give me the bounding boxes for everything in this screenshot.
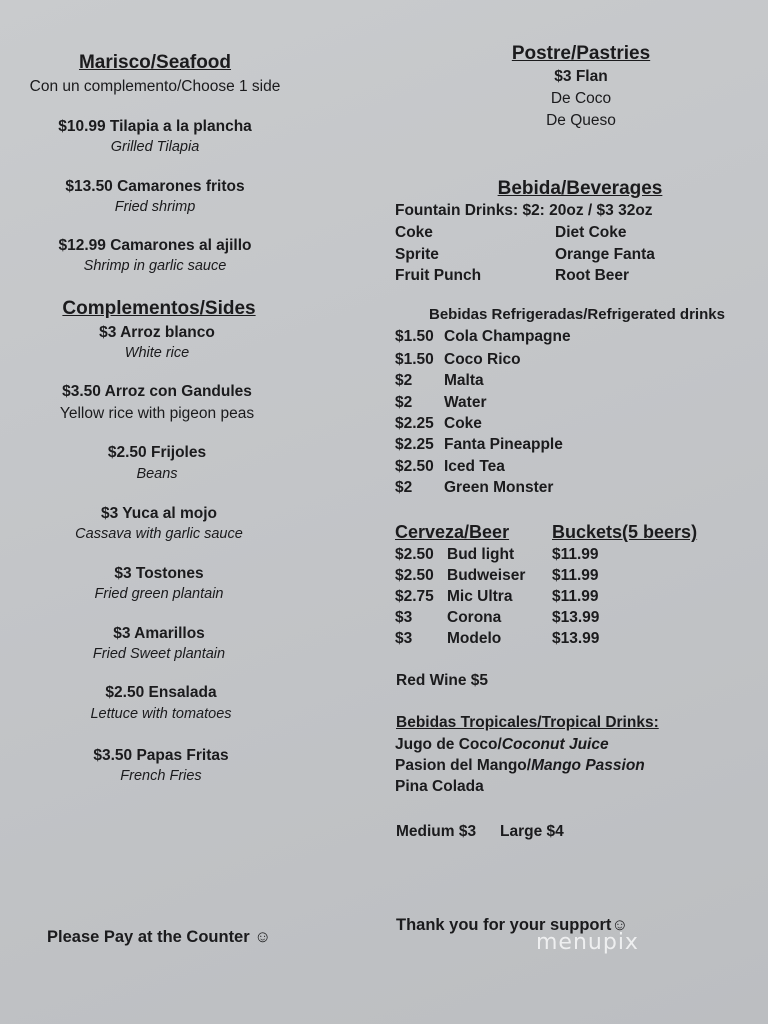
menu-item-desc: Beans (136, 466, 178, 482)
menu-item: $12.99 Camarones al ajillo (58, 237, 252, 254)
tropical-item-es: Pina Colada (395, 778, 484, 795)
refrigerated-heading: Bebidas Refrigeradas/Refrigerated drinks (429, 306, 725, 323)
menu-item: $3.50 Papas Fritas (93, 747, 229, 764)
menu-item: $13.50 Camarones fritos (65, 178, 245, 195)
fountain-item: Orange Fanta (555, 246, 655, 263)
drink-price: $2.25 (395, 436, 434, 453)
tropical-item-es: Jugo de Coco/ (395, 736, 502, 753)
drink-price: $2.50 (395, 458, 434, 475)
beer-name: Modelo (447, 630, 502, 647)
tropical-heading: Bebidas Tropicales/Tropical Drinks: (396, 714, 659, 731)
seafood-heading: Marisco/Seafood (78, 52, 232, 73)
menu-item: $2.50 Frijoles (107, 444, 207, 461)
drink-price: $2 (395, 372, 413, 389)
beverages-heading: Bebida/Beverages (497, 178, 663, 199)
menu-item-desc: Fried green plantain (94, 586, 224, 602)
red-wine-line: Red Wine $5 (396, 672, 489, 689)
menu-item-desc: Fried Sweet plantain (92, 646, 226, 662)
drink-price: $1.50 (395, 328, 434, 345)
drink-name: Cola Champagne (444, 328, 571, 345)
bucket-price: $13.99 (552, 630, 600, 647)
buckets-heading: Buckets(5 beers) (552, 522, 698, 542)
fountain-item: Coke (395, 224, 433, 241)
tropical-size-medium: Medium $3 (396, 823, 477, 840)
fountain-item: Sprite (395, 246, 439, 263)
drink-name: Fanta Pineapple (444, 436, 563, 453)
menu-item-desc: French Fries (120, 768, 202, 784)
tropical-item-es: Pasion del Mango/ (395, 757, 532, 774)
beer-name: Bud light (447, 546, 515, 563)
beer-heading: Cerveza/Beer (395, 522, 510, 542)
beer-price: $2.50 (395, 546, 434, 563)
beer-price: $2.50 (395, 567, 434, 584)
tropical-item-en: Coconut Juice (501, 736, 609, 753)
menu-item: $2.50 Ensalada (105, 684, 217, 701)
menu-item-desc: Shrimp in garlic sauce (83, 258, 227, 274)
tropical-item (395, 757, 645, 775)
drink-name: Coke (444, 415, 482, 432)
drink-price: $2 (395, 479, 413, 496)
fountain-item: Fruit Punch (395, 267, 482, 284)
fountain-drinks-line: Fountain Drinks: $2: 20oz / $3 32oz (395, 202, 653, 219)
pay-at-counter-note: Please Pay at the Counter ☺ (47, 928, 272, 946)
bucket-price: $11.99 (552, 546, 599, 563)
beer-price: $3 (395, 609, 413, 626)
menu-item-desc: Cassava with garlic sauce (75, 526, 243, 542)
beer-name: Budweiser (447, 567, 526, 584)
menu-item: $3 Yuca al mojo (100, 505, 218, 522)
menu-item-desc: Grilled Tilapia (110, 139, 200, 155)
menu-item: $3 Arroz blanco (99, 324, 215, 341)
bucket-price: $13.99 (552, 609, 600, 626)
menu-item: $3 Amarillos (113, 625, 205, 642)
menu-item-desc: Fried shrimp (114, 199, 196, 215)
drink-name: Iced Tea (444, 458, 505, 475)
pastries-heading: Postre/Pastries (511, 43, 651, 64)
menu-item-desc: Lettuce with tomatoes (90, 706, 232, 722)
drink-price: $1.50 (395, 351, 434, 368)
fountain-item: Root Beer (555, 267, 630, 284)
beer-price: $2.75 (395, 588, 434, 605)
bucket-price: $11.99 (552, 567, 599, 584)
sides-heading: Complementos/Sides (62, 298, 256, 319)
pastry-line: De Queso (546, 112, 616, 129)
pastry-line: $3 Flan (554, 68, 608, 85)
drink-price: $2 (395, 394, 413, 411)
tropical-item (395, 736, 609, 754)
menu-item-desc: White rice (124, 345, 190, 361)
beer-price: $3 (395, 630, 413, 647)
drink-name: Water (444, 394, 487, 411)
drink-name: Malta (444, 372, 484, 389)
beer-name: Corona (447, 609, 502, 626)
menu-item: $3.50 Arroz con Gandules (62, 383, 252, 400)
menu-item: $10.99 Tilapia a la plancha (58, 118, 252, 135)
drink-name: Green Monster (444, 479, 554, 496)
menu-item-desc: Yellow rice with pigeon peas (59, 405, 255, 422)
seafood-subheading: Con un complemento/Choose 1 side (29, 78, 281, 95)
fountain-item: Diet Coke (555, 224, 627, 241)
bucket-price: $11.99 (552, 588, 599, 605)
tropical-item-en: Mango Passion (531, 757, 645, 774)
thank-you-note: Thank you for your support☺ (396, 916, 629, 934)
watermark-logo: menupix (536, 930, 639, 955)
drink-name: Coco Rico (444, 351, 521, 368)
tropical-item (395, 778, 484, 796)
drink-price: $2.25 (395, 415, 434, 432)
pastry-line: De Coco (550, 90, 612, 107)
beer-name: Mic Ultra (447, 588, 513, 605)
menu-item: $3 Tostones (114, 565, 204, 582)
tropical-size-large: Large $4 (500, 823, 564, 840)
